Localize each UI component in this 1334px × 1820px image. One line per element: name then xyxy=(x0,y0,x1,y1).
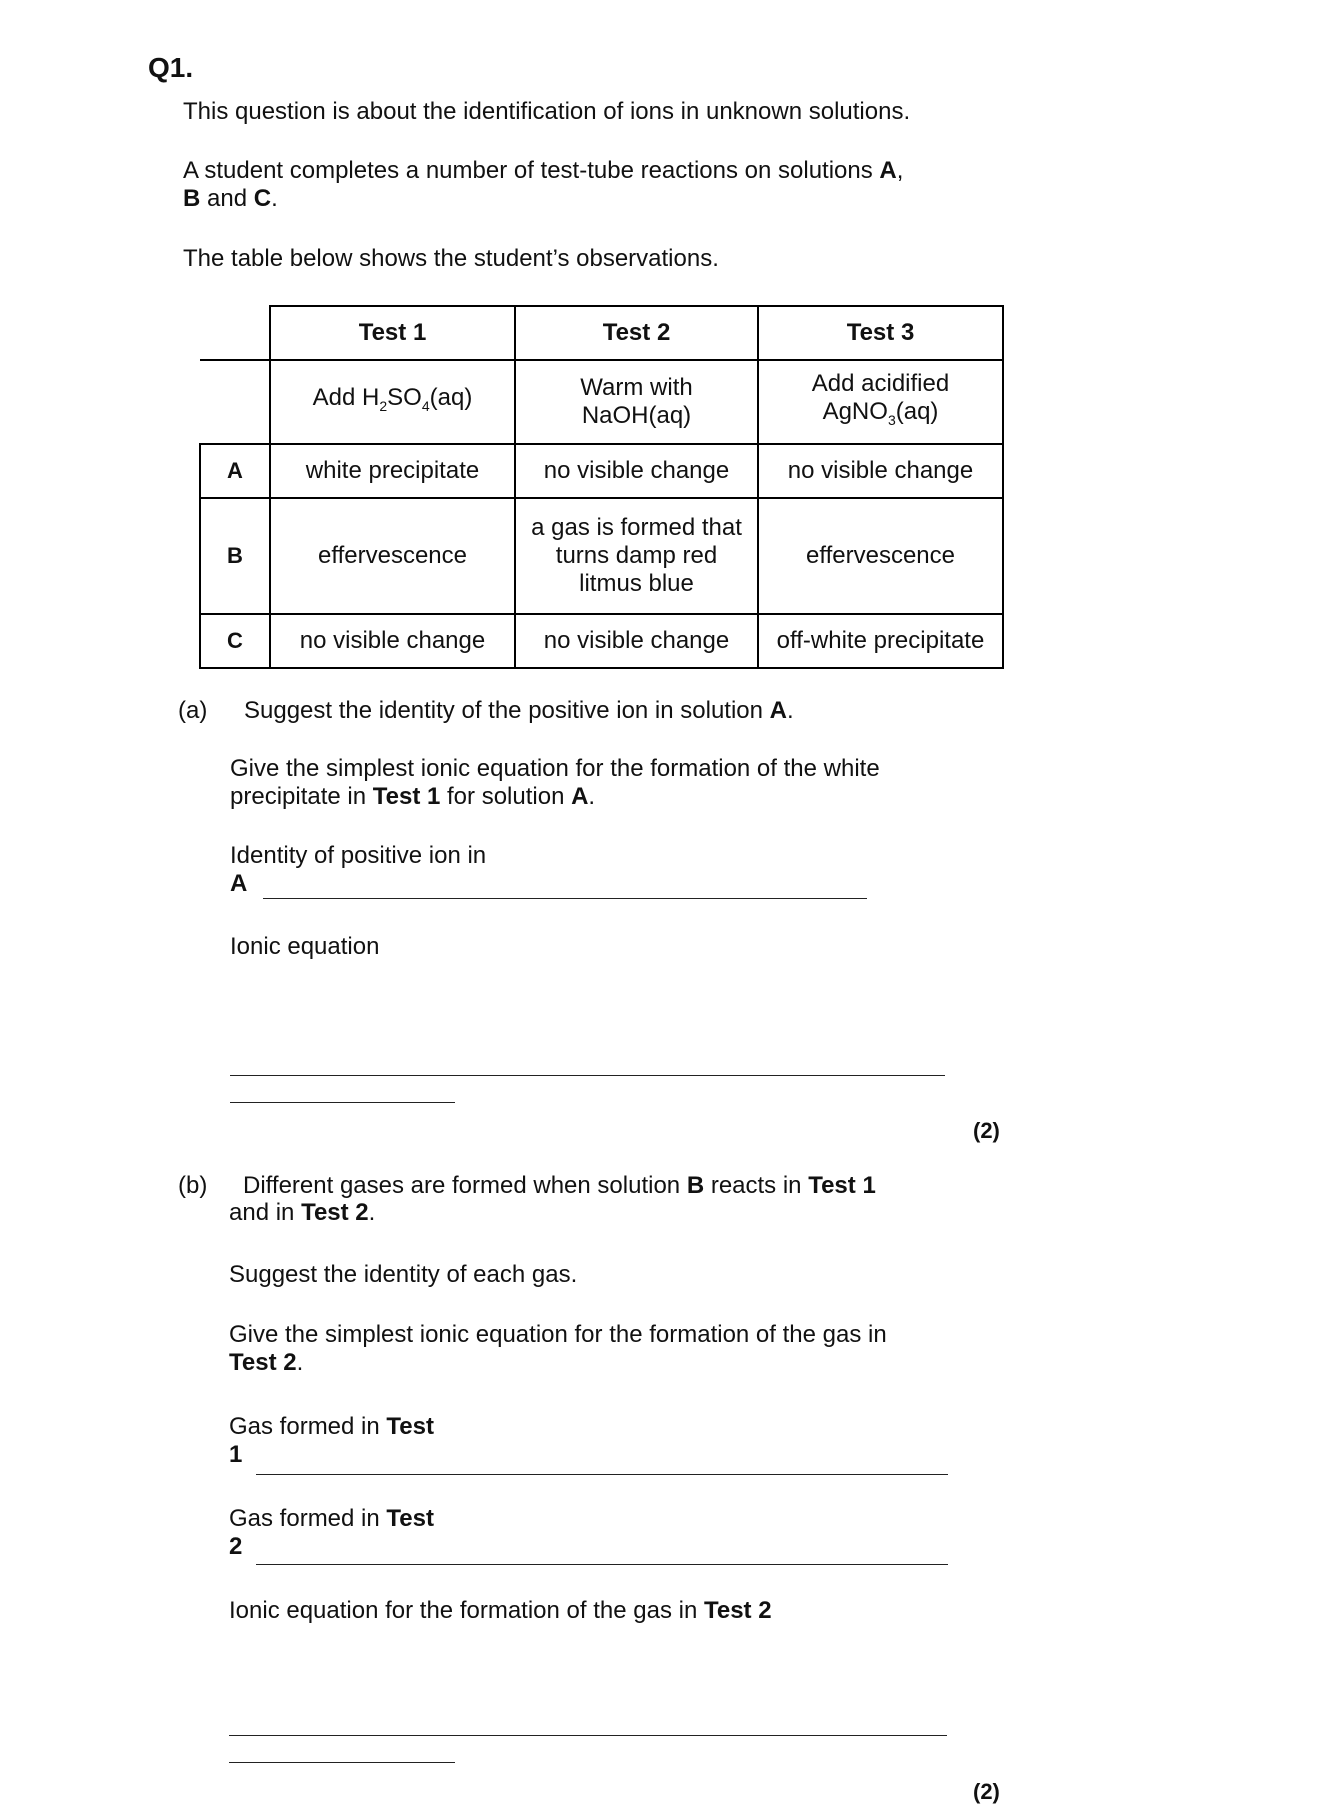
gas-1-label-num: 1 xyxy=(229,1441,243,1468)
question-paragraph-2 xyxy=(183,157,903,213)
reagent-1-sub2: 4 xyxy=(421,397,430,414)
part-b-ionic-bold: Test 2 xyxy=(703,1597,772,1624)
cell-b-test-2-line2: turns damp red xyxy=(555,542,718,569)
row-label-b: B xyxy=(200,498,270,614)
part-b-label: (b) xyxy=(178,1172,208,1199)
reagent-3-post: (aq) xyxy=(895,398,939,426)
reagent-1-sub1: 2 xyxy=(379,397,388,414)
solution-a-label: A xyxy=(879,157,897,184)
reagent-test-3 xyxy=(758,360,1003,444)
para2-end: . xyxy=(271,185,278,212)
reagent-1-mid: SO xyxy=(387,384,422,412)
part-b-q1-bold1: B xyxy=(686,1172,705,1199)
reagent-2-line2: NaOH(aq) xyxy=(581,402,692,429)
part-a-q1-bold: A xyxy=(769,697,788,724)
gas-1-label-text: Gas formed in xyxy=(229,1413,387,1440)
question-number: Q1. xyxy=(148,52,194,83)
part-a-q2-mid: for solution xyxy=(440,783,572,810)
reagent-1-text: Add H xyxy=(312,384,380,412)
part-a-q2-end: . xyxy=(588,783,596,810)
part-a-q2-bold2: A xyxy=(571,783,589,810)
part-b-q1-pre: Different gases are formed when solution xyxy=(243,1172,687,1199)
solution-b-label: B xyxy=(183,185,201,212)
question-paragraph-3: The table below shows the student’s observations. xyxy=(183,245,719,272)
part-a-question-1 xyxy=(244,697,794,725)
cell-b-test-2-line1: a gas is formed that xyxy=(531,514,742,541)
header-test-3: Test 3 xyxy=(758,306,1003,360)
gas-1-label-bold: Test xyxy=(386,1413,434,1440)
cell-b-test-3: effervescence xyxy=(758,498,1003,614)
identity-label-text: Identity of positive ion in xyxy=(230,842,487,869)
part-a-q2-line2-pre: precipitate in xyxy=(230,783,373,810)
part-b-q1-bold2: Test 1 xyxy=(808,1172,876,1199)
part-a-q1-end: . xyxy=(787,697,794,724)
table-header-row xyxy=(200,306,1003,360)
part-b-q1-line2-pre: and in xyxy=(229,1199,302,1226)
part-b-marks: (2) xyxy=(973,1779,1000,1804)
para2-and: and xyxy=(200,185,254,212)
reagent-test-2 xyxy=(515,360,758,444)
cell-a-test-3: no visible change xyxy=(758,444,1003,498)
part-a-question-2 xyxy=(230,755,880,811)
gas-2-label xyxy=(229,1505,434,1561)
reagent-2-line1: Warm with xyxy=(580,374,693,401)
part-b-q1-line2-end: . xyxy=(368,1199,376,1226)
reagent-3-pre: AgNO xyxy=(822,398,888,426)
answer-line-ionic-b-2[interactable] xyxy=(229,1762,455,1763)
cell-a-test-2: no visible change xyxy=(515,444,758,498)
part-b-q3-bold: Test 2 xyxy=(229,1349,297,1376)
answer-line-ionic-b-1[interactable] xyxy=(229,1735,947,1736)
answer-line-ionic-a-2[interactable] xyxy=(230,1102,455,1103)
cell-b-test-2 xyxy=(515,498,758,614)
row-label-c: C xyxy=(200,614,270,668)
part-b-ionic-label xyxy=(229,1597,772,1625)
gas-1-label xyxy=(229,1413,434,1469)
part-a-label: (a) xyxy=(178,697,208,724)
reagent-1-post: (aq) xyxy=(429,384,473,412)
cell-c-test-1: no visible change xyxy=(270,614,515,668)
table-row xyxy=(200,498,1003,614)
para2-comma: , xyxy=(896,157,904,184)
reagent-3-line1: Add acidified xyxy=(811,370,950,398)
answer-line-identity[interactable] xyxy=(263,898,867,899)
table-corner-2 xyxy=(200,360,270,444)
part-a-ionic-label: Ionic equation xyxy=(230,933,380,960)
cell-a-test-1: white precipitate xyxy=(270,444,515,498)
cell-b-test-1: effervescence xyxy=(270,498,515,614)
answer-line-gas-2[interactable] xyxy=(256,1564,948,1565)
header-test-2: Test 2 xyxy=(515,306,758,360)
table-row xyxy=(200,444,1003,498)
table-row xyxy=(200,614,1003,668)
identity-label-letter: A xyxy=(230,870,248,897)
part-b-question-3 xyxy=(229,1321,887,1377)
cell-c-test-3: off-white precipitate xyxy=(758,614,1003,668)
part-a-marks: (2) xyxy=(973,1118,1000,1143)
answer-line-gas-1[interactable] xyxy=(256,1474,948,1475)
part-a-q1-text: Suggest the identity of the positive ion in solution xyxy=(244,697,770,724)
part-b-question-2: Suggest the identity of each gas. xyxy=(229,1261,578,1288)
observations-table xyxy=(199,305,1004,669)
cell-b-test-2-line3: litmus blue xyxy=(579,570,694,597)
part-b-question-1-line1 xyxy=(243,1172,876,1200)
gas-2-label-bold: Test xyxy=(386,1505,434,1532)
table-corner xyxy=(200,306,270,360)
solution-c-label: C xyxy=(253,185,272,212)
gas-2-label-num: 2 xyxy=(229,1533,243,1560)
part-b-q1-line2-bold: Test 2 xyxy=(301,1199,369,1226)
answer-line-ionic-a-1[interactable] xyxy=(230,1075,945,1076)
cell-c-test-2: no visible change xyxy=(515,614,758,668)
part-b-question-1-line2 xyxy=(229,1199,375,1227)
para2-text: A student completes a number of test-tube reactions on solutions xyxy=(183,157,880,184)
part-a-q2-bold1: Test 1 xyxy=(372,783,441,810)
part-a-identity-label xyxy=(230,842,486,898)
part-b-q3-line1: Give the simplest ionic equation for the formation of the gas in xyxy=(229,1321,887,1348)
row-label-a: A xyxy=(200,444,270,498)
part-a-q2-line1: Give the simplest ionic equation for the formation of the white xyxy=(230,755,880,782)
reagent-3-sub: 3 xyxy=(887,411,896,428)
part-b-q3-end: . xyxy=(296,1349,304,1376)
reagent-test-1 xyxy=(270,360,515,444)
gas-2-label-text: Gas formed in xyxy=(229,1505,387,1532)
header-test-1: Test 1 xyxy=(270,306,515,360)
question-intro: This question is about the identification of ions in unknown solutions. xyxy=(183,98,911,125)
part-b-ionic-text: Ionic equation for the formation of the gas in xyxy=(229,1597,704,1624)
table-reagent-row xyxy=(200,360,1003,444)
part-b-q1-mid: reacts in xyxy=(704,1172,809,1199)
